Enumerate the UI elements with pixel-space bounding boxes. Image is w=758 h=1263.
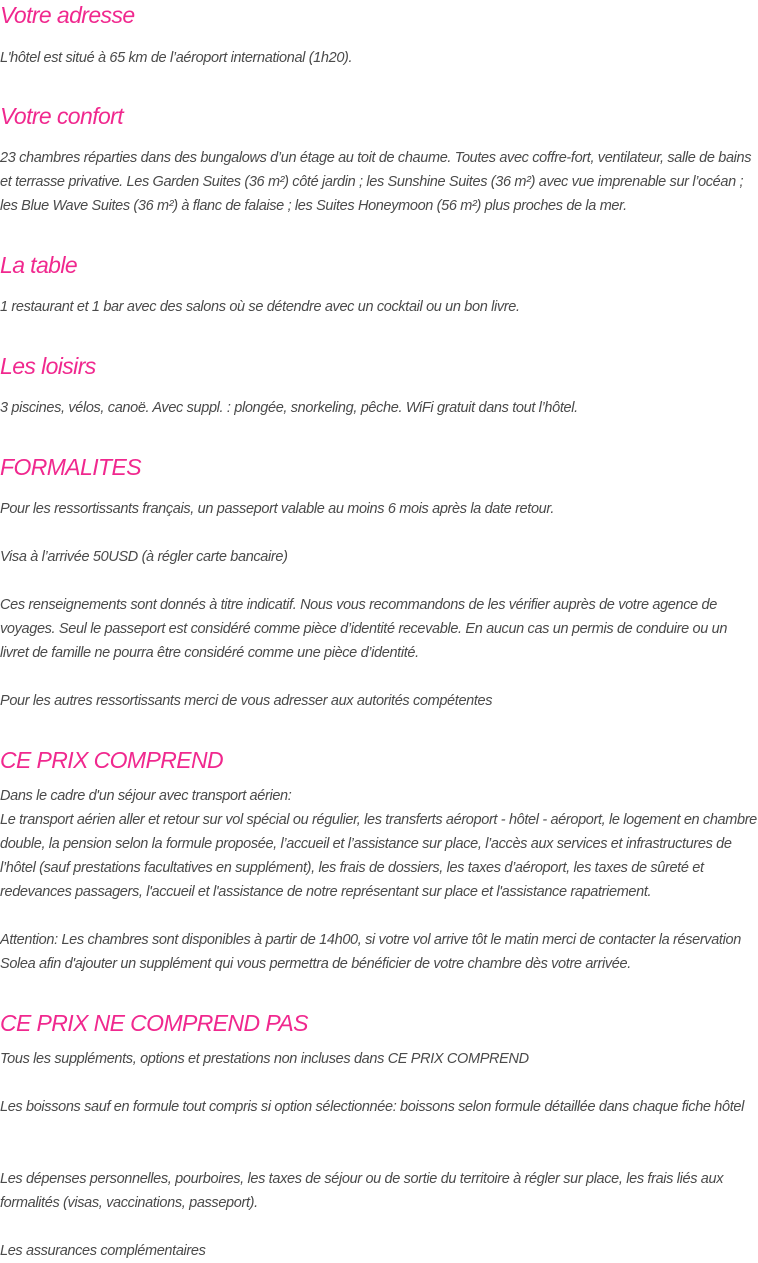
paragraph: Pour les ressortissants français, un passeport valable au moins 6 mois après la date retour. <box>0 501 554 517</box>
paragraph: Tous les suppléments, options et prestations non incluses dans CE PRIX COMPREND <box>0 1051 529 1067</box>
paragraph: Le transport aérien aller et retour sur vol spécial ou régulier, les transferts aéroport - hôtel - aéroport, le logement en chambre double, la pension selon la formule proposée, l’accueil et l’assistance sur place, l’accès aux services et infrastructures de l’hôtel (sauf prestations facultatives en supplément), les frais de dossiers, les taxes d’aéroport, les taxes de sûreté et redevances passagers, l'accueil et l'assistance de notre représentant sur place et l'assistance rapatriement. <box>0 812 757 900</box>
paragraph: Les dépenses personnelles, pourboires, les taxes de séjour ou de sortie du territoire à régler sur place, les frais liés aux formalités (visas, vaccinations, passeport). <box>0 1171 724 1211</box>
paragraph: Ces renseignements sont donnés à titre indicatif. Nous vous recommandons de les vérifier auprès de votre agence de voyages. Seul le passeport est considéré comme pièce d’identité recevable. En aucun cas un permis de conduire ou un livret de famille ne pourra être considéré comme une pièce d’identité. <box>0 597 728 661</box>
paragraph: Pour les autres ressortissants merci de vous adresser aux autorités compétentes <box>0 693 493 709</box>
section-title-confort: Votre confort <box>0 103 124 129</box>
paragraph: Visa à l’arrivée 50USD (à régler carte bancaire) <box>0 549 288 565</box>
section-title-loisirs: Les loisirs <box>0 353 96 379</box>
section-title-formalites: FORMALITES <box>0 454 141 480</box>
section-title-table: La table <box>0 252 78 278</box>
paragraph: L'hôtel est situé à 65 km de l’aéroport international (1h20). <box>0 50 353 66</box>
section-title-adresse: Votre adresse <box>0 2 135 28</box>
paragraph: Les assurances complémentaires <box>0 1243 206 1259</box>
paragraph: 23 chambres réparties dans des bungalows d’un étage au toit de chaume. Toutes avec coffre-fort, ventilateur, salle de bains et terrasse privative. Les Garden Suites (36 m²) côté jardin ; les Sunshine Suites (36 m²) avec vue imprenable sur l’océan ; les Blue Wave Suites (36 m²) à flanc de falaise ; les Suites Honeymoon (56 m²) plus proches de la mer. <box>0 150 752 214</box>
paragraph: 1 restaurant et 1 bar avec des salons où se détendre avec un cocktail ou un bon livre. <box>0 299 520 315</box>
section-title-prix-comprend: CE PRIX COMPREND <box>0 747 223 773</box>
paragraph: Dans le cadre d'un séjour avec transport aérien: <box>0 788 292 804</box>
paragraph: Attention: Les chambres sont disponibles à partir de 14h00, si votre vol arrive tôt le matin merci de contacter la réservation Solea afin d'ajouter un supplément qui vous permettra de bénéficier de votre chambre dès votre arrivée. <box>0 932 741 972</box>
paragraph: Les boissons sauf en formule tout compris si option sélectionnée: boissons selon formule détaillée dans chaque fiche hôtel <box>0 1099 744 1115</box>
section-title-prix-ne-comprend-pas: CE PRIX NE COMPREND PAS <box>0 1010 308 1036</box>
paragraph: 3 piscines, vélos, canoë. Avec suppl. : plongée, snorkeling, pêche. WiFi gratuit dans tout l’hôtel. <box>0 400 578 416</box>
